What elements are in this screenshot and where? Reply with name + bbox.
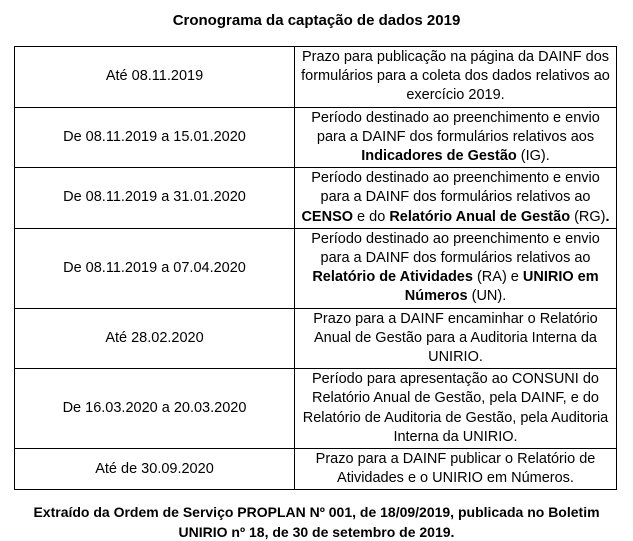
description-cell	[295, 449, 617, 490]
description-segment-bold: CENSO	[301, 208, 354, 225]
description-segment: Período destinado ao preenchimento e envio para a DAINF dos formulários relativos ao	[311, 230, 600, 267]
description-segment: (IG).	[516, 148, 550, 165]
table-row	[15, 228, 617, 308]
description-cell	[295, 168, 617, 229]
description-segment: (RG)	[570, 208, 606, 225]
table-row	[15, 369, 617, 449]
period-cell: De 08.11.2019 a 15.01.2020	[15, 107, 295, 168]
period-cell: Até 28.02.2020	[15, 308, 295, 369]
table-row	[15, 308, 617, 369]
description-cell	[295, 228, 617, 308]
period-cell: De 08.11.2019 a 31.01.2020	[15, 168, 295, 229]
schedule-table-body	[15, 47, 617, 490]
period-cell: Até de 30.09.2020	[15, 449, 295, 490]
source-note: Extraído da Ordem de Serviço PROPLAN Nº 001, de 18/09/2019, publicada no Boletim UNIRIO nº 18, de 30 de setembro de 2019.	[33, 504, 600, 540]
description-cell	[295, 369, 617, 449]
description-segment-bold: .	[605, 208, 610, 225]
period-cell: De 08.11.2019 a 07.04.2020	[15, 228, 295, 308]
table-row	[15, 168, 617, 229]
description-segment-bold: Relatório de Atividades	[312, 269, 473, 286]
description-segment-bold: Relatório Anual de Gestão	[389, 208, 571, 225]
table-row	[15, 449, 617, 490]
description-cell	[295, 47, 617, 108]
description-segment: e do	[353, 208, 390, 225]
schedule-table	[14, 46, 617, 490]
table-row	[15, 107, 617, 168]
description-segment: Período para apresentação ao CONSUNI do Relatório Anual de Gestão, pela DAINF, e do Relatório de Auditoria de Gestão, pela Auditoria Interna da UNIRIO.	[302, 371, 609, 445]
description-segment: Prazo para publicação na página da DAINF dos formulários para a coleta dos dados relativos ao exercício 2019.	[301, 49, 610, 104]
description-segment-bold: UNIRIO em Números	[404, 269, 599, 305]
description-segment: Prazo para a DAINF publicar o Relatório de Atividades e o UNIRIO em Números.	[315, 451, 596, 487]
description-cell	[295, 308, 617, 369]
description-segment: Período destinado ao preenchimento e envio para a DAINF dos formulários relativos aos	[311, 109, 600, 145]
description-segment: (RA) e	[472, 269, 523, 286]
period-cell: De 16.03.2020 a 20.03.2020	[15, 369, 295, 449]
description-segment: (UN).	[467, 288, 507, 305]
description-segment: Prazo para a DAINF encaminhar o Relatório Anual de Gestão para a Auditoria Interna da UNIRIO.	[313, 310, 598, 366]
description-segment-bold: Indicadores de Gestão	[361, 148, 517, 165]
period-cell: Até 08.11.2019	[15, 47, 295, 108]
page-title: Cronograma da captação de dados 2019	[172, 12, 461, 29]
description-cell	[295, 107, 617, 168]
description-segment: Período destinado ao preenchimento e envio para a DAINF dos formulários relativos ao	[311, 170, 600, 206]
table-row	[15, 47, 617, 108]
